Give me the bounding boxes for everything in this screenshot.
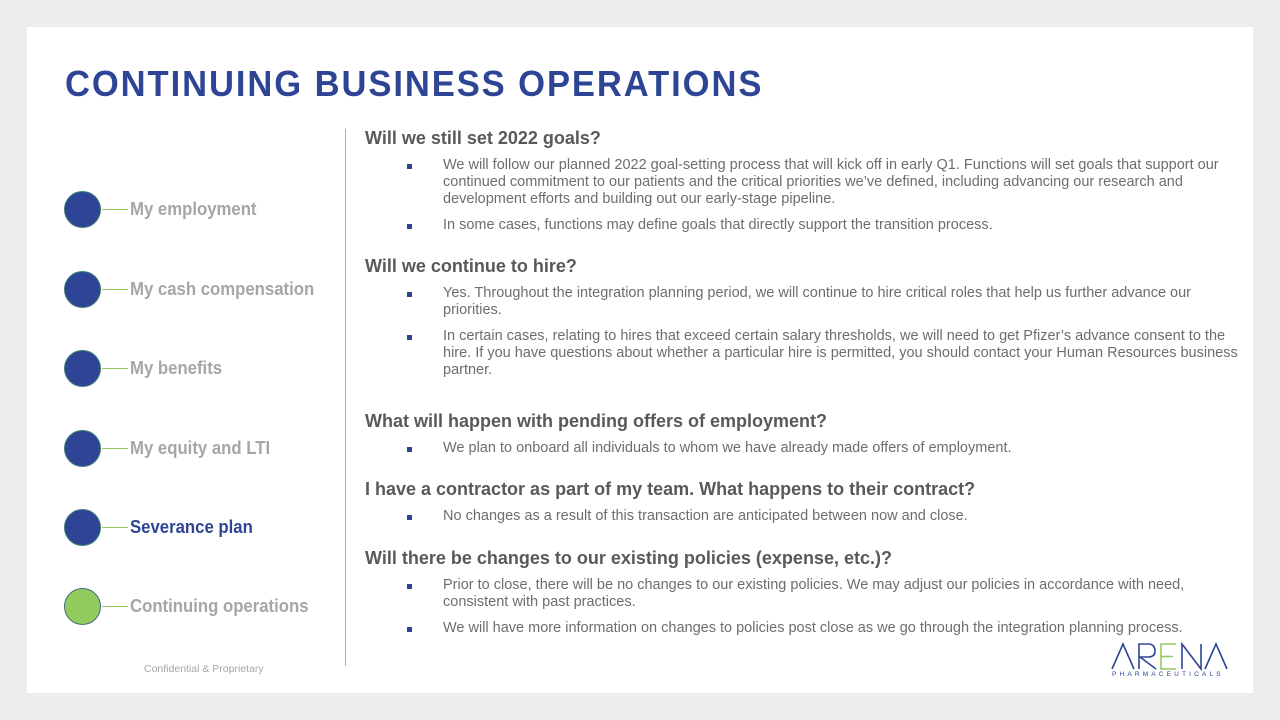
nav-connector — [102, 289, 128, 290]
nav-dot-icon — [64, 588, 101, 625]
nav-label: My benefits — [130, 358, 223, 378]
question-heading: I have a contractor as part of my team. What happens to their contract? — [365, 479, 976, 499]
nav-dot-icon — [64, 350, 101, 387]
bullet-item: Yes. Throughout the integration planning period, we will continue to hire critical roles that help us further advance our priorities. — [443, 285, 1253, 319]
nav-connector — [102, 448, 128, 449]
logo-tagline: PHARMACEUTICALS — [1112, 671, 1224, 678]
nav-connector — [102, 368, 128, 369]
nav-label: My cash compensation — [130, 279, 315, 299]
arena-wordmark-icon — [1110, 641, 1228, 671]
question-heading: What will happen with pending offers of employment? — [365, 411, 827, 431]
bullet-item: We plan to onboard all individuals to whom we have already made offers of employment. — [443, 440, 1243, 457]
vertical-divider — [345, 129, 346, 666]
bullet-item: Prior to close, there will be no changes to our existing policies. We may adjust our policies in accordance with need, consistent with past practices. — [443, 577, 1243, 611]
question-heading: Will there be changes to our existing policies (expense, etc.)? — [365, 548, 892, 568]
nav-dot-icon — [64, 509, 101, 546]
nav-dot-icon — [64, 271, 101, 308]
nav-connector — [102, 527, 128, 528]
slide — [27, 27, 1253, 693]
nav-label: My employment — [130, 199, 257, 219]
nav-dot-icon — [64, 430, 101, 467]
question-heading: Will we still set 2022 goals? — [365, 128, 601, 148]
nav-label: Continuing operations — [130, 596, 309, 616]
bullet-item: We will follow our planned 2022 goal-setting process that will kick off in early Q1. Functions will set goals that support our continued commitment to our patients and the critical priorities we’ve defined, including advancing our research and development efforts and building out our early-stage pipeline. — [443, 157, 1243, 208]
bullet-item: In certain cases, relating to hires that exceed certain salary thresholds, we will need to get Pfizer’s advance consent to the hire. If you have questions about whether a particular hire is permitted, you should contact your Human Resources business partner. — [443, 328, 1243, 379]
nav-connector — [102, 209, 128, 210]
bullet-item: No changes as a result of this transaction are anticipated between now and close. — [443, 508, 1243, 525]
bullet-item: In some cases, functions may define goals that directly support the transition process. — [443, 217, 1243, 234]
bullet-item: We will have more information on changes to policies post close as we go through the integration planning process. — [443, 620, 1243, 637]
nav-label: My equity and LTI — [130, 438, 271, 458]
question-heading: Will we continue to hire? — [365, 256, 577, 276]
nav-connector — [102, 606, 128, 607]
nav-label: Severance plan — [130, 517, 253, 537]
nav-dot-icon — [64, 191, 101, 228]
arena-logo — [1110, 641, 1228, 681]
page-title: CONTINUING BUSINESS OPERATIONS — [65, 63, 764, 104]
confidential-footer: Confidential & Proprietary — [144, 663, 264, 675]
